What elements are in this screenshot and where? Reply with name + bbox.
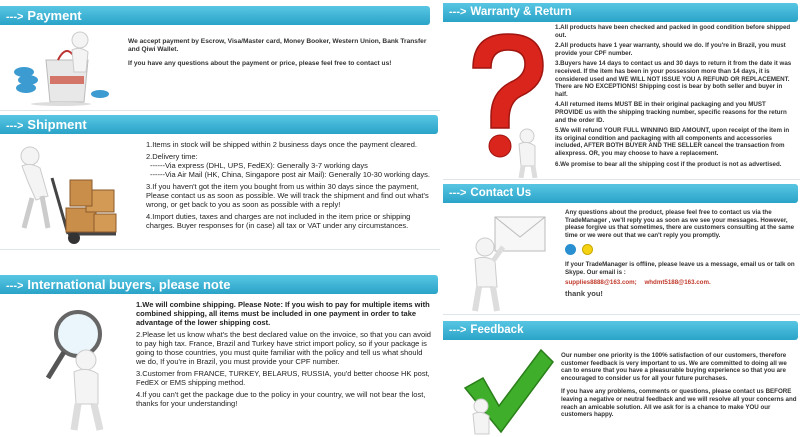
hand-truck-boxes-icon	[8, 138, 126, 246]
feedback-text	[561, 352, 797, 422]
warranty-title: Warranty & Return	[470, 6, 572, 18]
payment-header	[0, 6, 430, 25]
payment-title: Payment	[27, 8, 82, 23]
warranty-header	[443, 3, 798, 22]
contact-text	[565, 209, 797, 301]
international-header	[0, 275, 438, 294]
header-arrow: --->	[449, 324, 467, 336]
contact-email-2[interactable]: whdmt5188@163.com.	[644, 278, 711, 286]
international-panel	[0, 270, 440, 437]
shipment-item-2b: ------Via Air Mail (HK, China, Singapore post air Mail): Generally 10-30 working days.	[150, 170, 430, 179]
trademanager-icon[interactable]	[565, 244, 576, 255]
envelope-figure-icon	[455, 207, 553, 313]
shipment-item-2a: ------Via express (DHL, UPS, FedEX): Generally 3-7 working days	[150, 161, 368, 170]
payment-methods: We accept payment by Escrow, Visa/Master card, Money Booker, Western Union, Bank Transfer and Qiwi Wallet.	[128, 38, 427, 53]
contact-header	[443, 184, 798, 203]
contact-panel	[443, 181, 800, 315]
warranty-panel	[443, 0, 800, 180]
shipment-header	[0, 115, 438, 134]
shipment-text	[146, 140, 434, 233]
header-arrow: --->	[6, 280, 24, 292]
smiley-icon	[582, 244, 593, 255]
payment-panel	[0, 0, 440, 111]
warranty-item-3: 3.Buyers have 14 days to contact us and 30 days to return it from the date it was received. If the item has been in your possession more than 14 days, it is considered used and WE WILL NOT ISSUE YOU A REFUND OR REPLACEMENT. There are NO EXCEPTIONS! Shipping cost is bear by both seller and buyer in half.	[555, 60, 792, 98]
question-mark-icon	[453, 28, 553, 178]
contact-title: Contact Us	[470, 187, 532, 199]
contact-icons	[565, 244, 797, 255]
international-item-3: 3.Customer from FRANCE, TURKEY, BELARUS, RUSSIA, you'd better choose HK post, FedEX or EMS shipping method.	[136, 369, 430, 387]
contact-email-1[interactable]: supplies8888@163.com;	[565, 278, 637, 286]
international-item-2: 2.Please let us know what's the best declared value on the invoice, so that you can avoid to pay high tax. France, Brazil and Turkey have strict import policy, so if your package is going to those countries, you must quite familiar with the policy and tell us what should we do, If you're in Brazil, you must provide your CPF number.	[136, 330, 431, 366]
header-arrow: --->	[449, 6, 467, 18]
header-arrow: --->	[449, 187, 467, 199]
shipment-item-1: 1.Items in stock will be shipped within 2 business days once the payment cleared.	[146, 140, 417, 149]
shipment-item-3: 3.If you haven't got the item you bought from us within 30 days since the payment, Please contact us as soon as possible. We will track the shipment and find out what's wrong, or get back to you as soon as possible with a reply!	[146, 182, 429, 209]
warranty-item-4: 4.All returned items MUST BE in their original packaging and you MUST PROVIDE us with the shipping tracking number, specific reasons for the return and the order ID.	[555, 101, 787, 124]
international-title: International buyers, please note	[27, 277, 231, 292]
check-mark-icon	[459, 344, 555, 436]
contact-para-1: Any questions about the product, please feel free to contact us via the TradeManager , we'll reply you as soon as we see your messages. However, please forgive us that sometimes, there are customers consulting at the same time or we were out that we can't reply you promptly.	[565, 209, 795, 239]
shipment-panel	[0, 112, 440, 250]
magnifier-figure-icon	[34, 304, 128, 434]
warranty-text	[555, 24, 795, 171]
international-item-4: 4.If you can't get the package due to the policy in your country, we will not bear the lost, thanks for your understanding!	[136, 390, 426, 408]
payment-text	[128, 38, 428, 71]
warranty-item-1: 1.All products have been checked and packed in good condition before shipped out.	[555, 24, 791, 39]
international-text	[136, 300, 434, 411]
warranty-item-2: 2.All products have 1 year warranty, should we do. If you're in Brazil, you must provide your CPF number.	[555, 42, 786, 57]
shipment-item-2-title: 2.Delivery time:	[146, 152, 198, 161]
warranty-item-5: 5.We will refund YOUR FULL WINNING BID AMOUNT, upon receipt of the item in its original condition and packaging with all components and accessories included, AFTER BOTH BUYER AND THE SELLER cancel the transaction from aliexpress. OR, you may choose to have a replacement.	[555, 127, 790, 157]
contact-thanks: thank you!	[565, 289, 603, 299]
header-arrow: --->	[6, 120, 24, 132]
contact-para-2: If your TradeManager is offline, please leave us a message, email us or talk on Skype. Our email is :	[565, 261, 795, 276]
shopping-bag-figure-icon	[6, 28, 116, 106]
international-item-1: 1.We will combine shipping. Please Note: If you wish to pay for multiple items with combined shipping, all items must be included in one payment in order to take advantage of the lower shipping cost.	[136, 300, 430, 327]
feedback-para-1: Our number one priority is the 100% satisfaction of our customers, therefore customer feedback is very important to us. We are committed to doing all we can to ensure that you have a pleasurable buying experience so that you are encouraged to consider us for all your future purchases.	[561, 352, 787, 382]
shipment-title: Shipment	[27, 117, 87, 132]
feedback-header	[443, 321, 798, 340]
shipment-item-4: 4.Import duties, taxes and charges are not included in the item price or shipping charges. Buyer responses for (in case) all tax or VAT under any circumstances.	[146, 212, 411, 230]
header-arrow: --->	[6, 11, 24, 23]
feedback-panel	[443, 316, 800, 437]
feedback-para-2: If you have any problems, comments or questions, please contact us BEFORE leaving a negative or neutral feedback and we will resolve all your concerns and reach an amicable solution. All we ask for is a chance to make YOU our customers happy.	[561, 388, 797, 419]
feedback-title: Feedback	[470, 324, 524, 336]
payment-contact: If you have any questions about the payment or price, please feel free to contact us!	[128, 60, 392, 67]
warranty-item-6: 6.We promise to bear all the shipping cost if the product is not as advertised.	[555, 160, 782, 168]
